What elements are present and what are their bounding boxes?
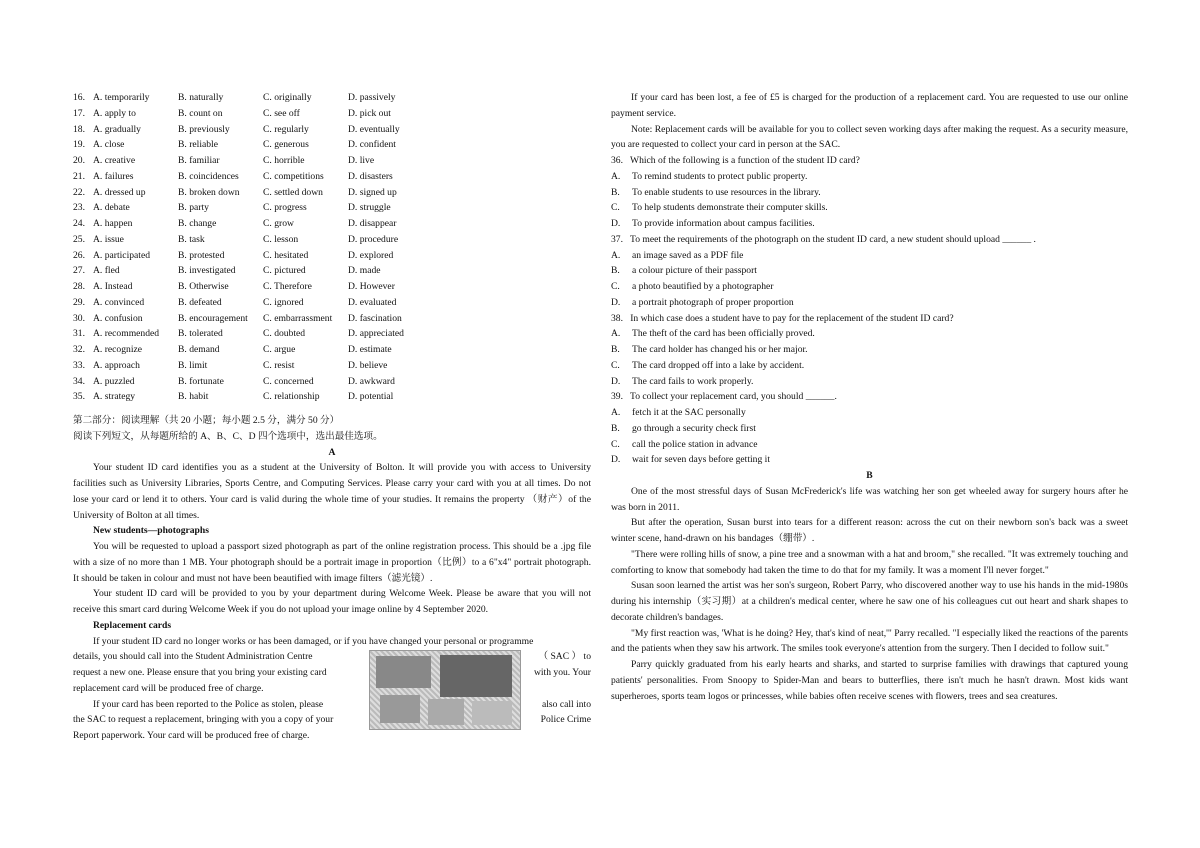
question-number: 25. <box>73 233 85 245</box>
answer-option <box>611 248 1128 264</box>
option-b: B. task <box>178 233 205 245</box>
cloze-row <box>73 185 591 201</box>
answer-option <box>611 263 1128 279</box>
question-number: 33. <box>73 359 85 371</box>
option-c: C. grow <box>263 218 294 229</box>
cloze-row <box>73 137 591 153</box>
option-a: A. puzzled <box>93 375 135 387</box>
option-letter: A. <box>611 407 621 418</box>
option-c: C. competitions <box>263 170 324 182</box>
passage-b-para: But after the operation, Susan burst into tears for a different reason: across the cut on their newborn son's back was a sweet winter scene, hand-drawn on his bandages（绷带）. <box>611 517 1128 544</box>
cloze-row <box>73 106 591 122</box>
cloze-row <box>73 279 591 295</box>
section-instruction: 阅读下列短文，从每题所给的 A、B、C、D 四个选项中，选出最佳选项。 <box>73 430 383 442</box>
option-letter: C. <box>611 438 620 450</box>
question-number: 18. <box>73 123 85 135</box>
question-number: 28. <box>73 281 85 292</box>
answer-option <box>611 374 1128 390</box>
wrap-text: Police Crime <box>540 714 591 726</box>
passage-a-para-4-line-1: If your student ID card no longer works or has been damaged, or if you have changed your personal or programme <box>93 635 534 647</box>
option-d: D. awkward <box>348 375 395 387</box>
option-d: D. evaluated <box>348 296 397 308</box>
option-d: D. made <box>348 265 381 277</box>
option-a: A. fled <box>93 265 120 277</box>
left-column <box>73 90 591 744</box>
option-d: D. believe <box>348 359 388 371</box>
option-b: B. demand <box>178 344 220 355</box>
option-c: C. concerned <box>263 375 314 387</box>
option-c: C. argue <box>263 344 296 355</box>
option-c: C. horrible <box>263 155 305 166</box>
question-number: 26. <box>73 249 85 261</box>
option-a: A. recommended <box>93 328 160 340</box>
passage-a-para-1: Your student ID card identifies you as a student at the University of Bolton. It will provide you with access to University facilities such as University Libraries, Sports Centre, and Computing Services. Please carry your card with you at all times. Do not lose your card or lend it to others. Your card is valid during the whole time of your studies. It remains the property （财产）of the University of Bolton at all times. <box>73 462 591 521</box>
option-c: C. settled down <box>263 186 323 198</box>
cloze-row <box>73 326 591 342</box>
option-text: an image saved as a PDF file <box>632 249 744 261</box>
option-a: A. recognize <box>93 344 143 355</box>
answer-option <box>611 295 1128 311</box>
option-b: B. previously <box>178 123 230 135</box>
answer-option <box>611 200 1128 216</box>
option-letter: D. <box>611 218 621 229</box>
option-b: B. habit <box>178 391 209 403</box>
passage-b-para: Susan soon learned the artist was her son's surgeon, Robert Parry, who discovered another way to use his hands in the mid-1980s during his internship（实习期）at a children's medical center, where he saw one of his colleagues cut out heart and shark shapes to decorate children's bandages. <box>611 580 1128 623</box>
cloze-row <box>73 263 591 279</box>
answer-option <box>611 452 1128 468</box>
option-d: D. signed up <box>348 186 397 198</box>
passage-b-label: B <box>866 470 873 481</box>
option-c: C. resist <box>263 359 295 371</box>
option-c: C. ignored <box>263 296 304 308</box>
option-text: The card dropped off into a lake by accident. <box>632 359 805 371</box>
section-heading: 第二部分：阅读理解（共 20 小题；每小题 2.5 分，满分 50 分） <box>73 415 340 426</box>
question-number: 17. <box>73 107 85 119</box>
option-d: D. pick out <box>348 107 391 119</box>
wrap-text: with you. Your <box>533 667 591 678</box>
cloze-row <box>73 248 591 264</box>
option-c: C. relationship <box>263 391 320 403</box>
question-number: 29. <box>73 296 85 308</box>
wrap-text: Report paperwork. Your card will be produced free of charge. <box>73 730 310 741</box>
cloze-row <box>73 374 591 390</box>
passage-b-para: Parry quickly graduated from his early hearts and sharks, and started to surprise families with drawings that captured young patients' personalities. From Snoopy to Spider-Man and bears to butterflies, there isn't much he hasn't drawn. Most kids want superheroes, sports team logos or princesses, while babies often receive scenes with flowers, trees and sea creatures. <box>611 659 1128 702</box>
right-column <box>611 90 1128 704</box>
passage-a-para-3: Your student ID card will be provided to you by your department during Welcome Week. Please be aware that you will not receive this smart card during Welcome Week if you do not upload your image online by 4 September 2020. <box>73 588 591 615</box>
option-b: B. party <box>178 202 209 214</box>
passage-b-para: "My first reaction was, 'What is he doing? Hey, that's kind of neat,'" Parry recalled. "I especially liked the reactions of the parents and the patients when they saw his artwork. The smiles took everyone's attention from the surgery. Then I decided to follow suit." <box>611 627 1128 655</box>
wrap-text: If your card has been reported to the Police as stolen, please <box>93 698 324 710</box>
option-letter: B. <box>611 186 620 198</box>
option-text: fetch it at the SAC personally <box>632 407 746 418</box>
option-letter: A. <box>611 170 621 182</box>
option-c: C. originally <box>263 92 312 103</box>
questions-36-39 <box>611 153 1128 468</box>
option-c: C. doubted <box>263 328 306 340</box>
option-a: A. dressed up <box>93 186 146 198</box>
option-b: B. familiar <box>178 155 220 166</box>
wrap-text: request a new one. Please ensure that you bring your existing card <box>73 667 327 678</box>
cloze-row <box>73 200 591 216</box>
option-d: D. confident <box>348 139 396 151</box>
cloze-row <box>73 153 591 169</box>
option-letter: C. <box>611 359 620 371</box>
option-letter: D. <box>611 375 621 387</box>
passage-a-heading-photos: New students—photographs <box>93 525 209 537</box>
answer-option <box>611 279 1128 295</box>
option-c: C. lesson <box>263 233 299 245</box>
option-a: A. gradually <box>93 123 141 135</box>
option-d: D. disasters <box>348 170 393 182</box>
option-c: C. pictured <box>263 265 306 277</box>
option-a: A. approach <box>93 359 140 371</box>
passage-a-heading-replacement: Replacement cards <box>93 619 172 631</box>
question-number: 31. <box>73 328 85 340</box>
answer-option <box>611 342 1128 358</box>
option-b: B. Otherwise <box>178 281 229 292</box>
option-a: A. Instead <box>93 281 133 292</box>
answer-option <box>611 405 1128 421</box>
option-text: The theft of the card has been officially proved. <box>632 328 815 340</box>
option-d: D. struggle <box>348 202 391 214</box>
answer-option <box>611 169 1128 185</box>
option-b: B. defeated <box>178 296 222 308</box>
option-d: D. fascination <box>348 312 402 324</box>
option-a: A. issue <box>93 233 124 245</box>
option-a: A. temporarily <box>93 92 150 103</box>
option-b: B. coincidences <box>178 170 239 182</box>
option-d: D. explored <box>348 249 394 261</box>
option-b: B. tolerated <box>178 328 223 340</box>
option-text: call the police station in advance <box>632 438 758 450</box>
passage-a-label: A <box>328 446 336 458</box>
option-a: A. confusion <box>93 312 143 324</box>
option-b: B. broken down <box>178 186 240 198</box>
replacement-section <box>73 634 591 744</box>
cloze-row <box>73 295 591 311</box>
option-letter: B. <box>611 344 620 355</box>
cloze-row <box>73 122 591 138</box>
option-a: A. close <box>93 139 125 151</box>
option-a: A. debate <box>93 202 130 214</box>
option-letter: A. <box>611 328 621 340</box>
cloze-row <box>73 232 591 248</box>
option-c: C. generous <box>263 139 309 151</box>
option-d: D. potential <box>348 391 394 403</box>
cloze-row <box>73 389 591 405</box>
option-b: B. investigated <box>178 265 236 277</box>
option-b: B. naturally <box>178 92 224 103</box>
question-number: 23. <box>73 202 85 214</box>
cloze-row <box>73 216 591 232</box>
cloze-row <box>73 358 591 374</box>
question-stem: 36. Which of the following is a function of the student ID card? <box>611 155 860 166</box>
option-b: B. reliable <box>178 139 218 151</box>
question-number: 34. <box>73 375 85 387</box>
question-number: 27. <box>73 265 85 277</box>
option-letter: B. <box>611 422 620 434</box>
option-c: C. hesitated <box>263 249 309 261</box>
option-d: D. passively <box>348 92 396 103</box>
option-c: C. see off <box>263 107 300 119</box>
option-a: A. strategy <box>93 391 136 403</box>
question-number: 19. <box>73 139 85 151</box>
question-number: 30. <box>73 312 85 324</box>
option-b: B. encouragement <box>178 312 248 324</box>
question-number: 16. <box>73 92 85 103</box>
option-a: A. apply to <box>93 107 136 119</box>
option-b: B. limit <box>178 359 208 371</box>
option-a: A. convinced <box>93 296 145 308</box>
option-b: B. fortunate <box>178 375 224 387</box>
wrap-text: details, you should call into the Student Administration Centre <box>73 651 313 663</box>
wrap-text: the SAC to request a replacement, bringing with you a copy of your <box>73 714 334 726</box>
option-text: To enable students to use resources in the library. <box>632 186 821 198</box>
passage-b-para: "There were rolling hills of snow, a pine tree and a snowman with a hat and broom," she recalled. "It was extremely touching and comforting to know that somebody had taken the time to do that for my family. It was a moment I'll never forget." <box>611 548 1128 576</box>
answer-option <box>611 358 1128 374</box>
option-text: The card holder has changed his or her major. <box>632 344 808 355</box>
option-text: To help students demonstrate their computer skills. <box>632 202 828 214</box>
option-a: A. participated <box>93 249 151 261</box>
option-c: C. progress <box>263 202 307 214</box>
passage-a-para-2: You will be requested to upload a passport sized photograph as part of the online registration process. This should be a .jpg file with a size of no more than 1 MB. Your photograph should be a portrait image in proportion（比例）to a 6"x4" portrait photograph. It should be taken in colour and must not have been beautified with image filters（滤光镜）. <box>73 541 591 584</box>
wrap-text: also call into <box>541 698 591 710</box>
photo-collage-image <box>369 650 521 730</box>
passage-a-para-6: If your card has been lost, a fee of £5 is charged for the production of a replacement card. You are requested to use our online payment service. <box>611 92 1128 119</box>
answer-option <box>611 216 1128 232</box>
option-c: C. Therefore <box>263 281 312 292</box>
option-a: A. happen <box>93 218 133 229</box>
cloze-options <box>73 90 591 405</box>
option-b: B. protested <box>178 249 225 261</box>
answer-option <box>611 421 1128 437</box>
option-c: C. regularly <box>263 123 309 135</box>
option-d: D. eventually <box>348 123 400 135</box>
option-d: D. disappear <box>348 218 397 229</box>
passage-a-para-7: Note: Replacement cards will be available for you to collect seven working days after making the request. As a security measure, you are requested to collect your card in person at the SAC. <box>611 123 1128 151</box>
cloze-row <box>73 90 591 106</box>
cloze-row <box>73 169 591 185</box>
option-text: wait for seven days before getting it <box>632 454 770 466</box>
option-letter: C. <box>611 202 620 214</box>
question-number: 24. <box>73 218 85 229</box>
cloze-row <box>73 342 591 358</box>
option-a: A. failures <box>93 170 134 182</box>
option-text: To remind students to protect public property. <box>632 170 808 182</box>
option-a: A. creative <box>93 155 136 166</box>
question-stem: 39. To collect your replacement card, you should ______. <box>611 391 837 403</box>
question-number: 20. <box>73 155 85 166</box>
option-letter: A. <box>611 249 621 261</box>
option-text: a photo beautified by a photographer <box>632 281 774 292</box>
option-letter: D. <box>611 454 621 466</box>
question-stem: 37. To meet the requirements of the photograph on the student ID card, a new student should upload ______ . <box>611 233 1036 245</box>
option-text: go through a security check first <box>632 422 756 434</box>
option-d: D. estimate <box>348 344 392 355</box>
option-text: To provide information about campus facilities. <box>632 218 815 229</box>
option-d: D. live <box>348 155 375 166</box>
passage-b-para: One of the most stressful days of Susan McFrederick's life was watching her son get wheeled away for surgery hours after he was born in 2011. <box>611 485 1128 513</box>
option-letter: D. <box>611 296 621 308</box>
option-letter: B. <box>611 265 620 277</box>
option-c: C. embarrassment <box>263 312 333 324</box>
passage-b <box>611 484 1128 705</box>
answer-option <box>611 326 1128 342</box>
question-number: 32. <box>73 344 85 355</box>
option-b: B. change <box>178 218 217 229</box>
question-number: 22. <box>73 186 85 198</box>
answer-option <box>611 185 1128 201</box>
question-stem: 38. In which case does a student have to pay for the replacement of the student ID card? <box>611 312 954 324</box>
option-d: D. procedure <box>348 233 399 245</box>
wrap-text: replacement card will be produced free of charge. <box>73 682 264 694</box>
wrap-text: （ SAC ） to <box>538 651 591 663</box>
question-number: 21. <box>73 170 85 182</box>
question-number: 35. <box>73 391 85 403</box>
option-d: D. However <box>348 281 395 292</box>
answer-option <box>611 437 1128 453</box>
option-text: a portrait photograph of proper proportion <box>632 296 794 308</box>
option-letter: C. <box>611 281 620 292</box>
option-text: a colour picture of their passport <box>632 265 757 277</box>
option-d: D. appreciated <box>348 328 404 340</box>
option-b: B. count on <box>178 107 223 119</box>
cloze-row <box>73 311 591 327</box>
option-text: The card fails to work properly. <box>632 375 754 387</box>
